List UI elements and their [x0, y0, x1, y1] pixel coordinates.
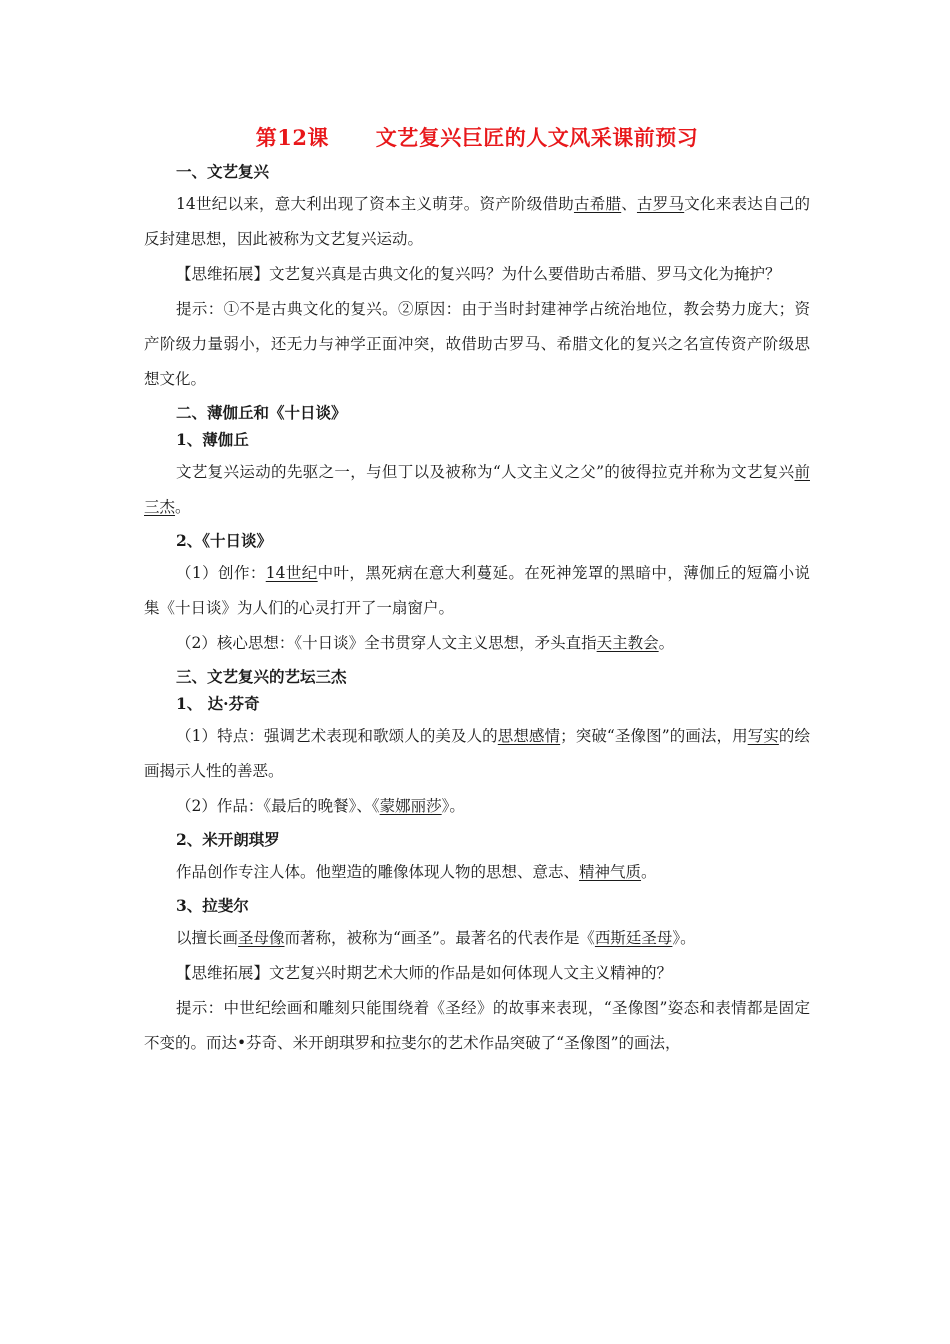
text-run: 、 [621, 195, 637, 213]
paragraph-thinking-extension: 【思维拓展】文艺复兴真是古典文化的复兴吗？为什么要借助古希腊、罗马文化为掩护？ [176, 265, 781, 283]
text-run: 的绘画揭示人性的善恶。 [144, 727, 810, 780]
blank-answer: 前三杰 [144, 463, 810, 516]
paragraph-renaissance-origin [144, 187, 810, 257]
subheading-boccaccio: 1、薄伽丘 [176, 430, 249, 449]
text-run: 文艺复兴运动的先驱之一，与但丁以及被称为“人文主义之父”的彼得拉克并称为文艺复兴 [176, 463, 795, 481]
paragraph-thinking-extension-2: 【思维拓展】文艺复兴时期艺术大师的作品是如何体现人文主义精神的？ [176, 964, 673, 982]
text-run: 作品创作专注人体。他塑造的雕像体现人物的思想、意志、 [176, 863, 580, 881]
blank-answer: 蒙娜丽莎 [379, 797, 442, 815]
text-run: 以擅长画 [176, 929, 239, 947]
text-run: ；突破“圣像图”的画法，用 [560, 727, 748, 745]
text-run: （1）创作： [176, 564, 266, 582]
text-run: 而著称，被称为“画圣”。最著名的代表作是《 [284, 929, 595, 947]
text-run: 》。 [441, 797, 465, 815]
section-heading-boccaccio: 二、薄伽丘和《十日谈》 [176, 403, 347, 422]
blank-answer: 古罗马 [636, 195, 685, 213]
subheading-decameron: 2、《十日谈》 [176, 531, 273, 550]
blank-answer: 天主教会 [596, 634, 659, 652]
section-heading-renaissance: 一、文艺复兴 [176, 162, 270, 181]
blank-answer: 圣母像 [238, 929, 285, 947]
paragraph-decameron-core [144, 626, 810, 661]
section-heading-three-masters: 三、文艺复兴的艺坛三杰 [176, 667, 347, 686]
subheading-michelangelo: 2、米开朗琪罗 [176, 830, 280, 849]
text-run: （2）作品：《最后的晚餐》、《 [176, 797, 380, 815]
text-run: （1）特点：强调艺术表现和歌颂人的美及人的 [176, 727, 498, 745]
subheading-da-vinci: 1、 达·芬奇 [176, 694, 260, 713]
text-run: 。 [175, 498, 191, 516]
text-run: 文化来表达自己的反封建思想，因此被称为文艺复兴运动。 [144, 195, 810, 248]
text-run: 。 [641, 863, 657, 881]
paragraph-hint-2: 提示：中世纪绘画和雕刻只能围绕着《圣经》的故事来表现，“圣像图”姿态和表情都是固定不变的。而达•芬奇、米开朗琪罗和拉斐尔的艺术作品突破了“圣像图”的画法， [144, 999, 810, 1052]
paragraph-boccaccio [144, 455, 810, 525]
blank-answer: 思想感情 [497, 727, 561, 745]
blank-answer: 精神气质 [579, 863, 642, 881]
document-content [144, 120, 810, 1061]
text-run: 中叶，黑死病在意大利蔓延。在死神笼罩的黑暗中，薄伽丘的短篇小说集《十日谈》为人们的心灵打开了一扇窗户。 [144, 564, 810, 617]
blank-answer: 西斯廷圣母 [594, 929, 673, 947]
page-title: 第12课 文艺复兴巨匠的人文风采课前预习 [255, 125, 699, 150]
text-run: 》。 [672, 929, 696, 947]
paragraph-raphael [144, 921, 810, 956]
paragraph-hint: 提示：①不是古典文化的复兴。②原因：由于当时封建神学占统治地位，教会势力庞大；资产阶级力量弱小，还无力与神学正面冲突，故借助古罗马、希腊文化的复兴之名宣传资产阶级思想文化。 [144, 300, 810, 388]
blank-answer: 写实 [747, 727, 779, 745]
text-run: 14世纪以来，意大利出现了资本主义萌芽。资产阶级借助 [176, 195, 574, 213]
text-run: 。 [658, 634, 675, 652]
paragraph-michelangelo [144, 855, 810, 890]
blank-answer: 14世纪 [265, 564, 318, 582]
paragraph-da-vinci-works [144, 789, 810, 824]
paragraph-da-vinci-features [144, 719, 810, 789]
paragraph-decameron-creation [144, 556, 810, 626]
blank-answer: 古希腊 [573, 195, 622, 213]
subheading-raphael: 3、拉斐尔 [176, 896, 249, 915]
text-run: （2）核心思想：《十日谈》全书贯穿人文主义思想，矛头直指 [176, 634, 597, 652]
